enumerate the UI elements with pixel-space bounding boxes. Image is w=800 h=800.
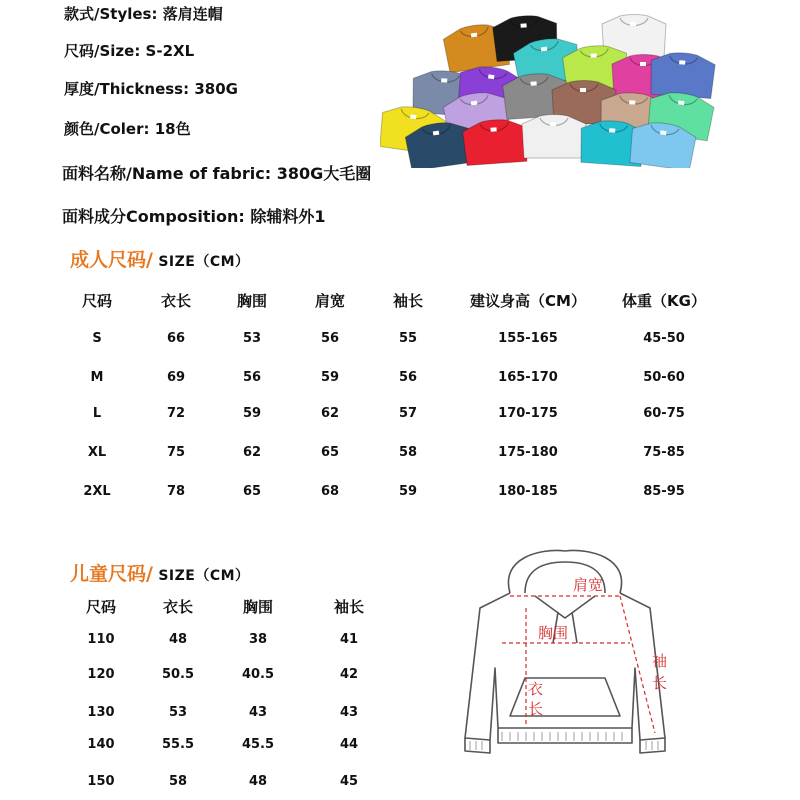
adult-table-cell: 56 — [398, 370, 418, 385]
adult-table-cell: 170-175 — [498, 406, 558, 421]
spec-fabric: 面料名称/Name of fabric: 380G大毛圈 — [62, 164, 372, 183]
kids-table-cell: 43 — [248, 705, 268, 720]
kids-table-cell: 45.5 — [241, 737, 275, 752]
adult-table-cell: 59 — [398, 484, 418, 499]
adult-table-cell: 45-50 — [643, 331, 685, 346]
adult-header-cell: 胸围 — [236, 292, 268, 310]
adult-table-cell: M — [90, 370, 104, 385]
diagram-length-label-1: 衣 — [528, 680, 544, 698]
adult-table-cell: 85-95 — [643, 484, 685, 499]
adult-size-title — [70, 245, 250, 272]
kids-table-cell: 41 — [339, 632, 359, 647]
spec-color: 颜色/Coler: 18色 — [64, 120, 191, 138]
adult-table-cell: L — [92, 406, 102, 421]
adult-table-cell: 58 — [398, 445, 418, 460]
hoodie-swatch — [649, 51, 716, 99]
adult-table-cell: 50-60 — [643, 370, 685, 385]
adult-table-cell: 53 — [242, 331, 262, 346]
kids-table-cell: 43 — [339, 705, 359, 720]
adult-table-cell: 66 — [166, 331, 186, 346]
adult-header-cell: 尺码 — [81, 292, 113, 310]
adult-header-cell: 建议身高（CM） — [470, 292, 586, 310]
adult-table-cell: 2XL — [83, 484, 111, 499]
adult-table-cell: 69 — [166, 370, 186, 385]
kids-table-cell: 53 — [168, 705, 188, 720]
adult-table-cell: 165-170 — [498, 370, 558, 385]
diagram-sleeve-label-1: 袖 — [652, 652, 668, 670]
kids-header-cell: 衣长 — [162, 598, 194, 616]
adult-table-cell: 60-75 — [643, 406, 685, 421]
adult-title-en: SIZE（CM） — [152, 254, 250, 270]
adult-table-cell: 56 — [242, 370, 262, 385]
adult-table-cell: 72 — [166, 406, 186, 421]
adult-header-cell: 体重（KG） — [622, 292, 706, 310]
kids-table-cell: 150 — [87, 774, 115, 789]
kids-title-cn: 儿童尺码/ — [70, 563, 153, 585]
adult-header-cell: 袖长 — [392, 292, 424, 310]
adult-table-cell: 180-185 — [498, 484, 558, 499]
adult-table-cell: 75-85 — [643, 445, 685, 460]
diagram-chest-label: 胸围 — [538, 624, 569, 642]
kids-header-cell: 尺码 — [85, 598, 117, 616]
kids-table-cell: 42 — [339, 667, 359, 682]
spec-thickness: 厚度/Thickness: 380G — [64, 80, 238, 98]
adult-table-cell: 56 — [320, 331, 340, 346]
adult-table-cell: XL — [87, 445, 107, 460]
adult-table-cell: 155-165 — [498, 331, 558, 346]
hoodie-pile-photo — [380, 10, 740, 168]
adult-table-cell: 62 — [242, 445, 262, 460]
kids-table-cell: 120 — [87, 667, 115, 682]
adult-table-cell: 55 — [398, 331, 418, 346]
spec-size: 尺码/Size: S-2XL — [64, 42, 195, 60]
hoodie-measurement-diagram — [440, 548, 690, 763]
adult-table-cell: 62 — [320, 406, 340, 421]
spec-composition: 面料成分Composition: 除辅料外1 — [62, 207, 326, 226]
kids-table-cell: 130 — [87, 705, 115, 720]
kids-table-cell: 48 — [248, 774, 268, 789]
kids-title-en: SIZE（CM） — [152, 568, 250, 584]
adult-table-cell: 57 — [398, 406, 418, 421]
kids-table-cell: 48 — [168, 632, 188, 647]
spec-styles: 款式/Styles: 落肩连帽 — [64, 5, 223, 23]
adult-header-cell: 衣长 — [160, 292, 192, 310]
adult-table-cell: 65 — [242, 484, 262, 499]
kids-table-cell: 110 — [87, 632, 115, 647]
kids-table-cell: 44 — [339, 737, 359, 752]
kids-table-cell: 55.5 — [161, 737, 195, 752]
adult-table-cell: 68 — [320, 484, 340, 499]
kids-table-cell: 58 — [168, 774, 188, 789]
adult-table-cell: 75 — [166, 445, 186, 460]
hoodie-swatch — [522, 115, 586, 159]
kids-table-cell: 40.5 — [241, 667, 275, 682]
diagram-length-label-2: 长 — [528, 700, 544, 718]
diagram-shoulder-label: 肩宽 — [573, 576, 604, 594]
adult-table-cell: 78 — [166, 484, 186, 499]
kids-table-cell: 50.5 — [161, 667, 195, 682]
adult-table-cell: 65 — [320, 445, 340, 460]
adult-table-cell: S — [92, 331, 102, 346]
kids-table-cell: 38 — [248, 632, 268, 647]
adult-title-cn: 成人尺码/ — [70, 249, 153, 271]
kids-table-cell: 45 — [339, 774, 359, 789]
kids-header-cell: 袖长 — [333, 598, 365, 616]
adult-table-cell: 175-180 — [498, 445, 558, 460]
diagram-sleeve-label-2: 长 — [652, 674, 668, 692]
kids-header-cell: 胸围 — [242, 598, 274, 616]
adult-header-cell: 肩宽 — [314, 292, 346, 310]
adult-table-cell: 59 — [242, 406, 262, 421]
adult-table-cell: 59 — [320, 370, 340, 385]
kids-table-cell: 140 — [87, 737, 115, 752]
kids-size-title — [70, 559, 250, 586]
